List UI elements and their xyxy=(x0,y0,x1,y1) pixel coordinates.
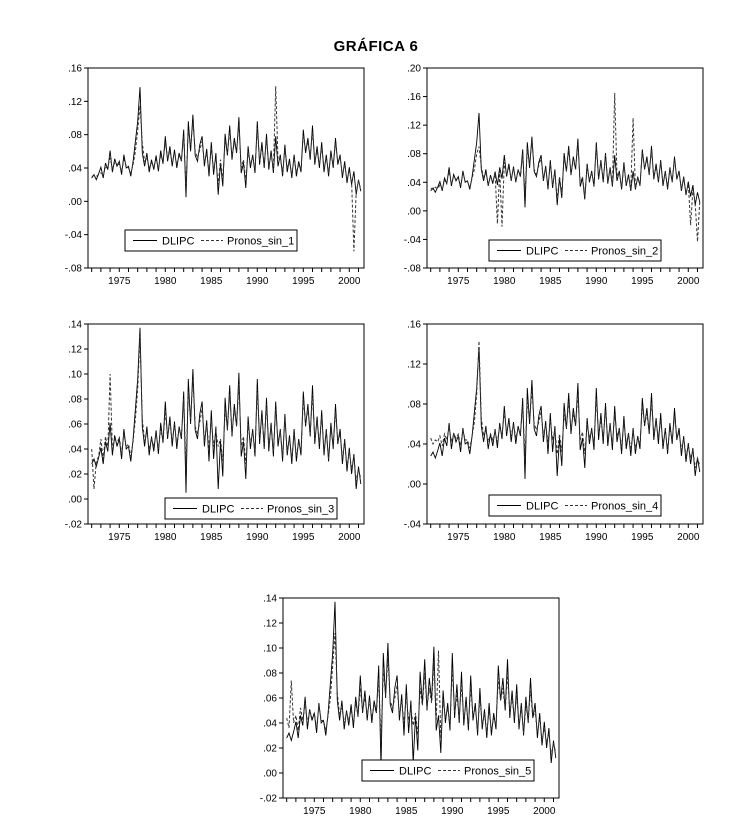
legend-label-dlipc: DLIPC xyxy=(399,765,432,778)
chart-1-svg xyxy=(40,60,375,305)
x-tick-label: 1990 xyxy=(585,276,608,287)
y-tick-label: .08 xyxy=(407,149,421,161)
x-tick-label: 1975 xyxy=(447,276,470,287)
y-tick-label: -.08 xyxy=(403,263,421,275)
x-tick-label: 1975 xyxy=(303,806,326,817)
x-tick-label: 1985 xyxy=(395,806,418,817)
legend-label-forecast: Pronos_sin_5 xyxy=(464,765,532,778)
y-tick-label: .00 xyxy=(263,768,277,780)
legend-label-forecast: Pronos_sin_3 xyxy=(267,503,335,516)
y-tick-label: -.04 xyxy=(403,519,421,531)
series-dlipc xyxy=(92,87,361,197)
legend-label-dlipc: DLIPC xyxy=(202,503,235,516)
y-axis xyxy=(404,320,427,531)
x-tick-label: 2000 xyxy=(677,532,700,543)
x-tick-label: 1980 xyxy=(349,806,372,817)
x-axis xyxy=(431,524,700,543)
y-tick-label: .04 xyxy=(68,163,82,175)
series-dlipc xyxy=(431,113,700,207)
legend-label-dlipc: DLIPC xyxy=(162,235,195,248)
legend-label-forecast: Pronos_sin_4 xyxy=(591,500,659,513)
x-tick-label: 2000 xyxy=(533,806,556,817)
x-tick-label: 1995 xyxy=(487,806,510,817)
x-axis xyxy=(92,268,361,287)
y-tick-label: .02 xyxy=(68,469,82,481)
x-tick-label: 1995 xyxy=(292,532,315,543)
chart-3 xyxy=(40,316,375,561)
legend-label-dlipc: DLIPC xyxy=(526,245,559,258)
chart-2-svg xyxy=(379,60,714,305)
chart-5-svg xyxy=(235,590,570,835)
y-axis xyxy=(404,64,427,275)
y-tick-label: .04 xyxy=(68,444,82,456)
y-tick-label: -.02 xyxy=(259,793,277,805)
y-axis xyxy=(65,64,88,275)
legend-label-forecast: Pronos_sin_2 xyxy=(591,245,659,258)
chart-2 xyxy=(379,60,714,305)
x-tick-label: 2000 xyxy=(338,276,361,287)
y-axis xyxy=(65,320,88,531)
chart-4-svg xyxy=(379,316,714,561)
x-tick-label: 1980 xyxy=(493,532,516,543)
legend xyxy=(165,498,337,519)
x-tick-label: 1985 xyxy=(539,276,562,287)
series-pronos_sin_2 xyxy=(431,93,700,242)
chart-1 xyxy=(40,60,375,305)
chart-4 xyxy=(379,316,714,561)
y-tick-label: .08 xyxy=(407,399,421,411)
legend xyxy=(489,495,661,516)
x-tick-label: 2000 xyxy=(677,276,700,287)
y-tick-label: -.02 xyxy=(64,519,82,531)
x-tick-label: 1990 xyxy=(246,532,269,543)
y-tick-label: .12 xyxy=(407,120,421,132)
y-tick-label: .00 xyxy=(68,196,82,208)
x-tick-label: 1995 xyxy=(292,276,315,287)
x-tick-label: 1980 xyxy=(493,276,516,287)
y-tick-label: .16 xyxy=(407,319,421,331)
y-tick-label: .16 xyxy=(68,63,82,75)
page-title: GRÁFICA 6 xyxy=(333,38,419,55)
chart-3-svg xyxy=(40,316,375,561)
y-tick-label: .10 xyxy=(263,643,277,655)
y-tick-label: .14 xyxy=(68,319,82,331)
legend-label-forecast: Pronos_sin_1 xyxy=(227,235,295,248)
y-tick-label: .06 xyxy=(263,693,277,705)
x-tick-label: 1995 xyxy=(631,532,654,543)
x-tick-label: 1975 xyxy=(108,276,131,287)
y-tick-label: .06 xyxy=(68,419,82,431)
y-tick-label: .12 xyxy=(68,344,82,356)
x-tick-label: 1985 xyxy=(539,532,562,543)
x-tick-label: 2000 xyxy=(338,532,361,543)
legend xyxy=(489,240,661,261)
y-tick-label: -.04 xyxy=(64,230,82,242)
y-tick-label: .00 xyxy=(407,479,421,491)
series-pronos_sin_4 xyxy=(431,341,700,468)
legend xyxy=(362,760,534,781)
x-tick-label: 1980 xyxy=(154,276,177,287)
x-tick-label: 1990 xyxy=(441,806,464,817)
series-dlipc xyxy=(431,347,700,479)
legend-label-dlipc: DLIPC xyxy=(526,500,559,513)
y-tick-label: .10 xyxy=(68,369,82,381)
x-tick-label: 1975 xyxy=(108,532,131,543)
x-axis xyxy=(287,798,556,817)
y-tick-label: .20 xyxy=(407,63,421,75)
y-tick-label: .16 xyxy=(407,92,421,104)
x-tick-label: 1995 xyxy=(631,276,654,287)
x-tick-label: 1980 xyxy=(154,532,177,543)
y-tick-label: .00 xyxy=(407,206,421,218)
y-tick-label: .14 xyxy=(263,593,277,605)
series-pronos_sin_1 xyxy=(92,86,361,251)
y-tick-label: .04 xyxy=(263,718,277,730)
y-tick-label: .12 xyxy=(407,359,421,371)
x-tick-label: 1975 xyxy=(447,532,470,543)
y-tick-label: .04 xyxy=(407,439,421,451)
series-dlipc xyxy=(287,602,556,767)
x-tick-label: 1985 xyxy=(200,532,223,543)
y-tick-label: .02 xyxy=(263,743,277,755)
y-tick-label: .12 xyxy=(263,618,277,630)
x-axis xyxy=(92,524,361,543)
x-tick-label: 1990 xyxy=(246,276,269,287)
y-tick-label: .12 xyxy=(68,96,82,108)
x-tick-label: 1985 xyxy=(200,276,223,287)
y-tick-label: .00 xyxy=(68,494,82,506)
y-tick-label: .08 xyxy=(68,130,82,142)
x-tick-label: 1990 xyxy=(585,532,608,543)
x-axis xyxy=(431,268,700,287)
y-tick-label: -.08 xyxy=(64,263,82,275)
chart-5 xyxy=(235,590,570,835)
y-tick-label: .08 xyxy=(263,668,277,680)
series-dlipc xyxy=(92,328,361,493)
y-tick-label: -.04 xyxy=(403,234,421,246)
y-axis xyxy=(260,594,283,805)
y-tick-label: .04 xyxy=(407,177,421,189)
legend xyxy=(125,230,297,251)
y-tick-label: .08 xyxy=(68,394,82,406)
